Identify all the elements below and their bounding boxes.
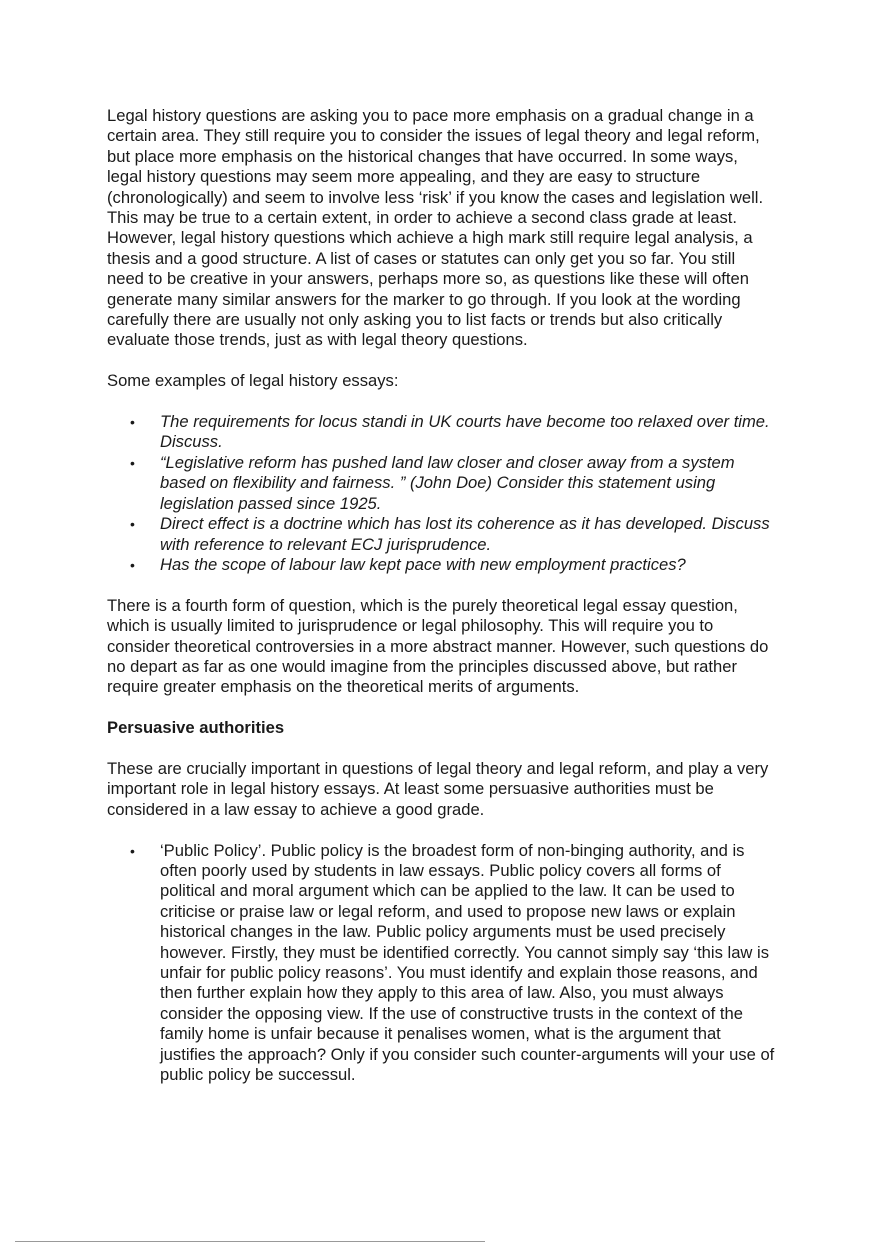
bullet-icon: • xyxy=(130,842,135,859)
list-item xyxy=(107,412,775,453)
document-page xyxy=(107,106,775,1085)
paragraph-gap xyxy=(107,820,775,840)
list-item xyxy=(107,514,775,555)
paragraph-gap xyxy=(107,351,775,371)
example-question: Has the scope of labour law kept pace with new employment practices? xyxy=(160,554,686,574)
bullet-icon: • xyxy=(130,414,135,431)
list-item xyxy=(107,841,775,1086)
authorities-list xyxy=(107,841,775,1086)
paragraph-examples-intro: Some examples of legal history essays: xyxy=(107,371,399,391)
example-question: “Legislative reform has pushed land law closer and closer away from a system based on flexibility and fairness. ” (John Doe) Consider this statement using legislation passed since 1925. xyxy=(160,452,735,513)
paragraph-gap xyxy=(107,739,775,759)
footer-divider xyxy=(15,1241,485,1242)
example-question: The requirements for locus standi in UK courts have become too relaxed over time. Discuss. xyxy=(160,412,770,452)
paragraph-legal-history-intro: Legal history questions are asking you to pace more emphasis on a gradual change in a certain area. They still require you to consider the issues of legal theory and legal reform, but place more emphasis on the historical changes that have occurred. In some ways, legal history questions may seem more appealing, and they are easy to structure (chronologically) and seem to involve less ‘risk’ if you know the cases and legislation well. This may be true to a certain extent, in order to achieve a second class grade at least. However, legal history questions which achieve a high mark still require legal analysis, a thesis and a good structure. A list of cases or statutes can only get you so far. You still need to be creative in your answers, perhaps more so, as questions like these will often generate many similar answers for the marker to go through. If you look at the wording carefully there are usually not only asking you to list facts or trends but also critically evaluate those trends, just as with legal theory questions. xyxy=(107,106,764,350)
list-item xyxy=(107,453,775,514)
paragraph-theoretical-questions: There is a fourth form of question, which is the purely theoretical legal essay question, which is usually limited to jurisprudence or legal philosophy. This will require you to consider theoretical controversies in a more abstract manner. However, such questions do no depart as far as one would imagine from the principles discussed above, but rather require greater emphasis on the theoretical merits of arguments. xyxy=(107,595,769,697)
bullet-icon: • xyxy=(130,516,135,533)
paragraph-gap xyxy=(107,575,775,595)
paragraph-gap xyxy=(107,698,775,718)
paragraph-gap xyxy=(107,392,775,412)
authority-public-policy: ‘Public Policy’. Public policy is the broadest form of non-binging authority, and is often poorly used by students in law essays. Public policy covers all forms of political and moral argument which can be applied to the law. It can be used to criticise or praise law or legal reform, and used to propose new laws or explain historical changes in the law. Public policy arguments must be used precisely however. Firstly, they must be identified correctly. You cannot simply say ‘this law is unfair for public policy reasons’. You must identify and explain those reasons, and then further explain how they apply to this area of law. Also, you must always consider the opposing view. If the use of constructive trusts in the context of the family home is unfair because it penalises women, what is the argument that justifies the approach? Only if you consider such counter-arguments will your use of public policy be successul. xyxy=(160,840,775,1084)
bullet-icon: • xyxy=(130,454,135,471)
bullet-icon: • xyxy=(130,556,135,573)
section-heading: Persuasive authorities xyxy=(107,718,285,738)
example-question: Direct effect is a doctrine which has lost its coherence as it has developed. Discuss with reference to relevant ECJ jurisprudence. xyxy=(160,514,770,554)
paragraph-persuasive-authorities: These are crucially important in questions of legal theory and legal reform, and play a very important role in legal history essays. At least some persuasive authorities must be considered in a law essay to achieve a good grade. xyxy=(107,758,769,819)
examples-list xyxy=(107,412,775,575)
list-item xyxy=(107,555,775,575)
